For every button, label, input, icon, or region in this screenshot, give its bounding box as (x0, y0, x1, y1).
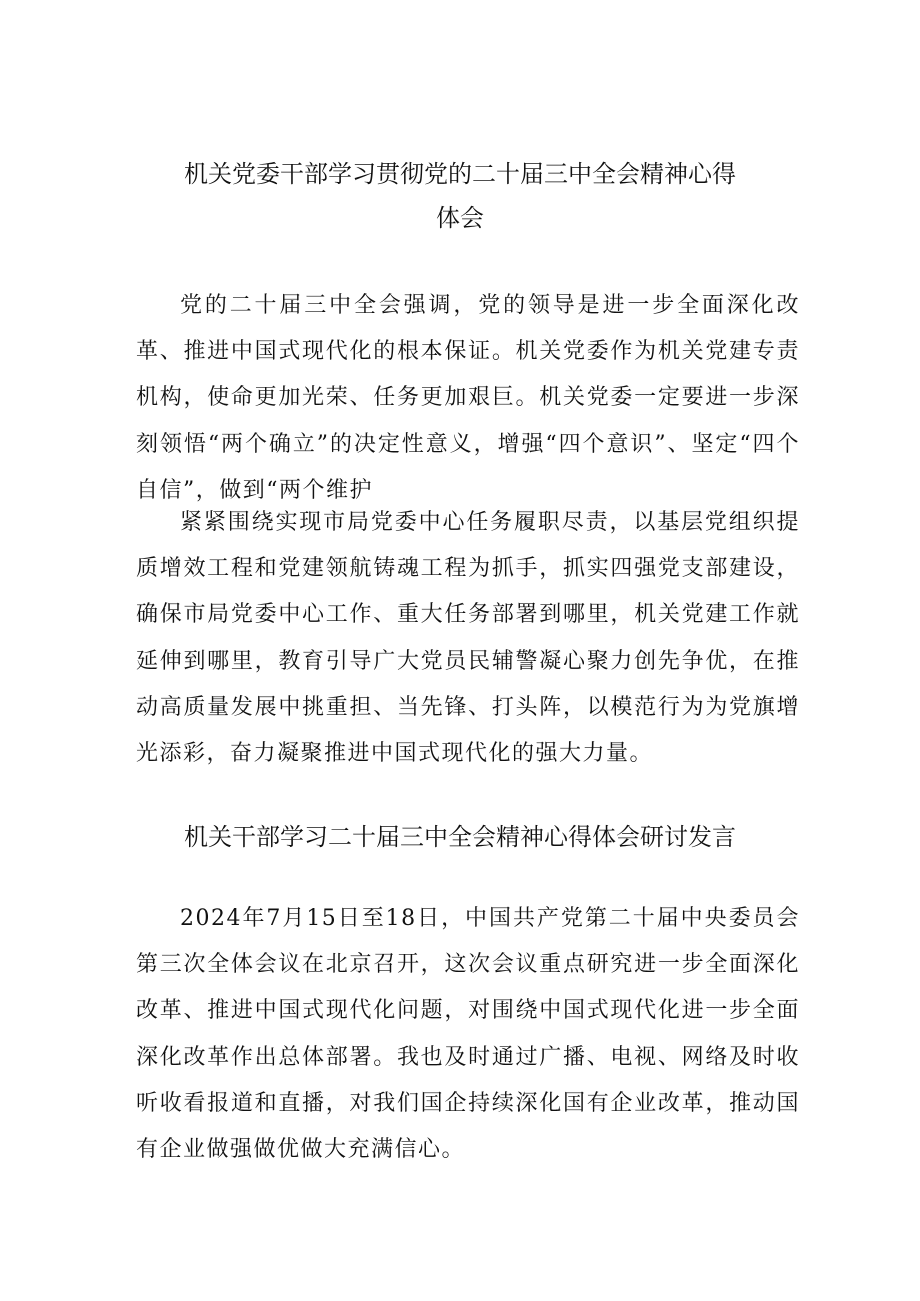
section2-title: 机关干部学习二十届三中全会精神心得体会研讨发言 (184, 823, 736, 851)
section1-paragraph1: 党的二十届三中全会强调，党的领导是进一步全面深化改革、推进中国式现代化的根本保证。机关党委作为机关党建专责机构，使命更加光荣、任务更加艰巨。机关党委一定要进一步深刻领悟“两个确立”的决定性意义，增强“四个意识”、坚定“四个自信”，做到“两个维护 (136, 293, 800, 503)
section2-paragraph1: 2024年7月15日至18日，中国共产党第二十届中央委员会第三次全体会议在北京召开，这次会议重点研究进一步全面深化改革、推进中国式现代化问题，对围绕中国式现代化进一步全面深化改革作出总体部署。我也及时通过广播、电视、网络及时收听收看报道和直播，对我们国企持续深化国有企业改革，推动国有企业做强做优做大充满信心。 (136, 906, 800, 1163)
section1-title-line1: 机关党委干部学习贯彻党的二十届三中全会精神心得 (184, 160, 736, 188)
section1-title-line2: 体会 (436, 204, 484, 232)
section1-paragraph2: 紧紧围绕实现市局党委中心任务履职尽责，以基层党组织提质增效工程和党建领航铸魂工程为抓手，抓实四强党支部建设，确保市局党委中心工作、重大任务部署到哪里，机关党建工作就延伸到哪里，教育引导广大党员民辅警凝心聚力创先争优，在推动高质量发展中挑重担、当先锋、打头阵，以模范行为为党旗增光添彩，奋力凝聚推进中国式现代化的强大力量。 (136, 510, 800, 767)
